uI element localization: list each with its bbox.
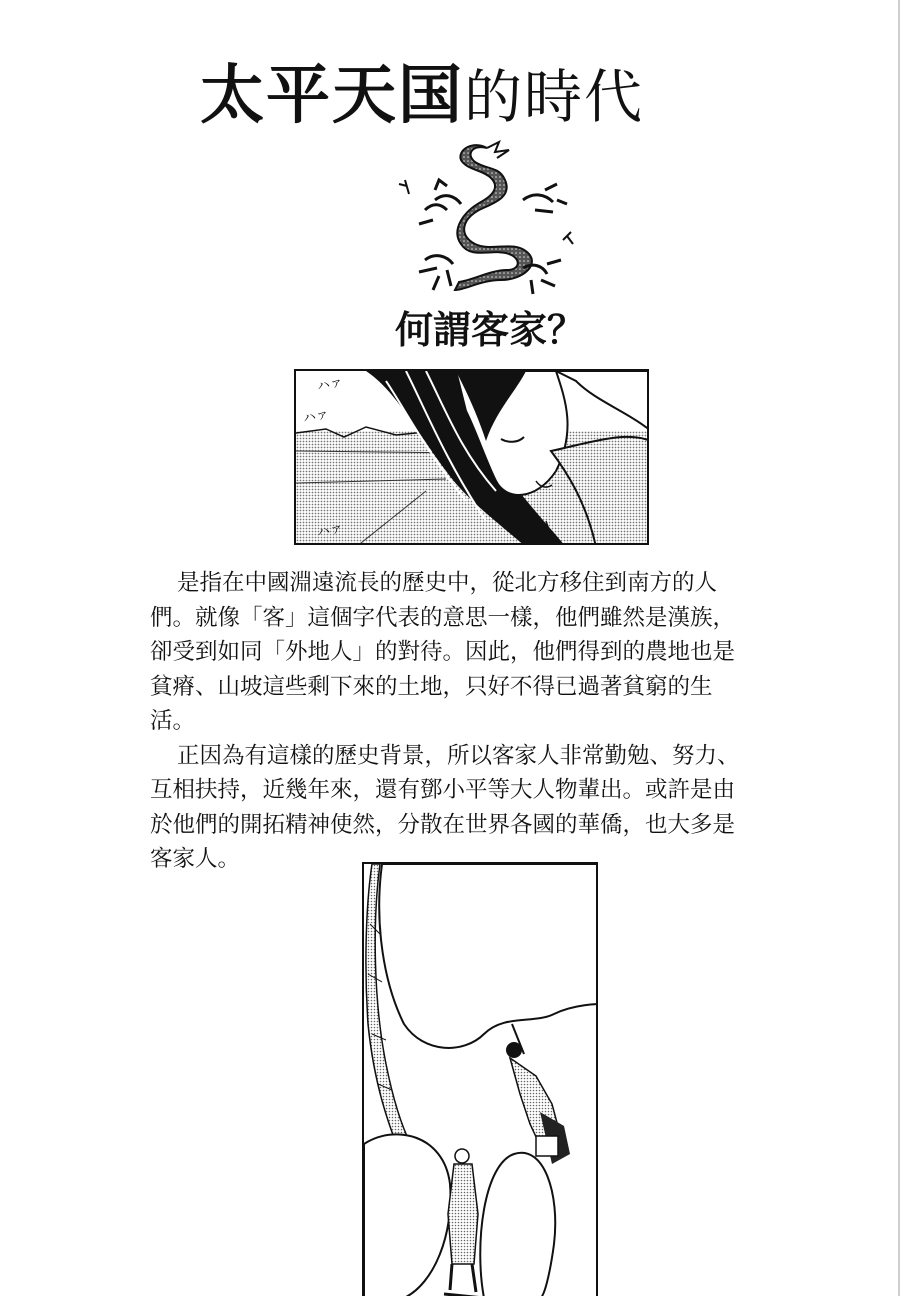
page-title — [200, 59, 760, 133]
paragraph-2: 正因為有這樣的歷史背景，所以客家人非常勤勉、努力、互相扶持，近幾年來，還有鄧小平等大人物輩出。或許是由於他們的開拓精神使然，分散在世界各國的華僑，也大多是客家人。 — [150, 742, 740, 872]
speech-balloon-right — [480, 1153, 555, 1296]
sfx-text: ハァ — [315, 520, 345, 541]
speech-balloon-left — [364, 1134, 451, 1296]
paragraph-1: 是指在中國淵遠流長的歷史中，從北方移住到南方的人們。就像「客」這個字代表的意思一樣，他們雖然是漢族，卻受到如同「外地人」的對待。因此，他們得到的農地也是貧瘠、山坡這些剩下來的土地，只好不得已過著貧窮的生活。 — [150, 570, 736, 734]
climbing-figure — [506, 1042, 570, 1164]
dragon-body — [455, 145, 532, 290]
manga-panel-bottom — [362, 862, 598, 1296]
speech-balloon-top — [379, 864, 598, 1048]
sfx-text: ハァ — [315, 374, 345, 395]
title-bold-part: 太平天国 — [200, 59, 464, 133]
manga-panel-top — [294, 369, 649, 545]
sleeve-shape — [556, 371, 649, 431]
standing-figure — [444, 1149, 484, 1296]
section-subtitle: 何謂客家？ — [394, 307, 585, 352]
title-light-part: 的時代 — [464, 63, 645, 131]
sfx-text: ハァ — [301, 406, 331, 427]
dragon-illustration — [395, 140, 575, 300]
body-text — [150, 566, 750, 877]
